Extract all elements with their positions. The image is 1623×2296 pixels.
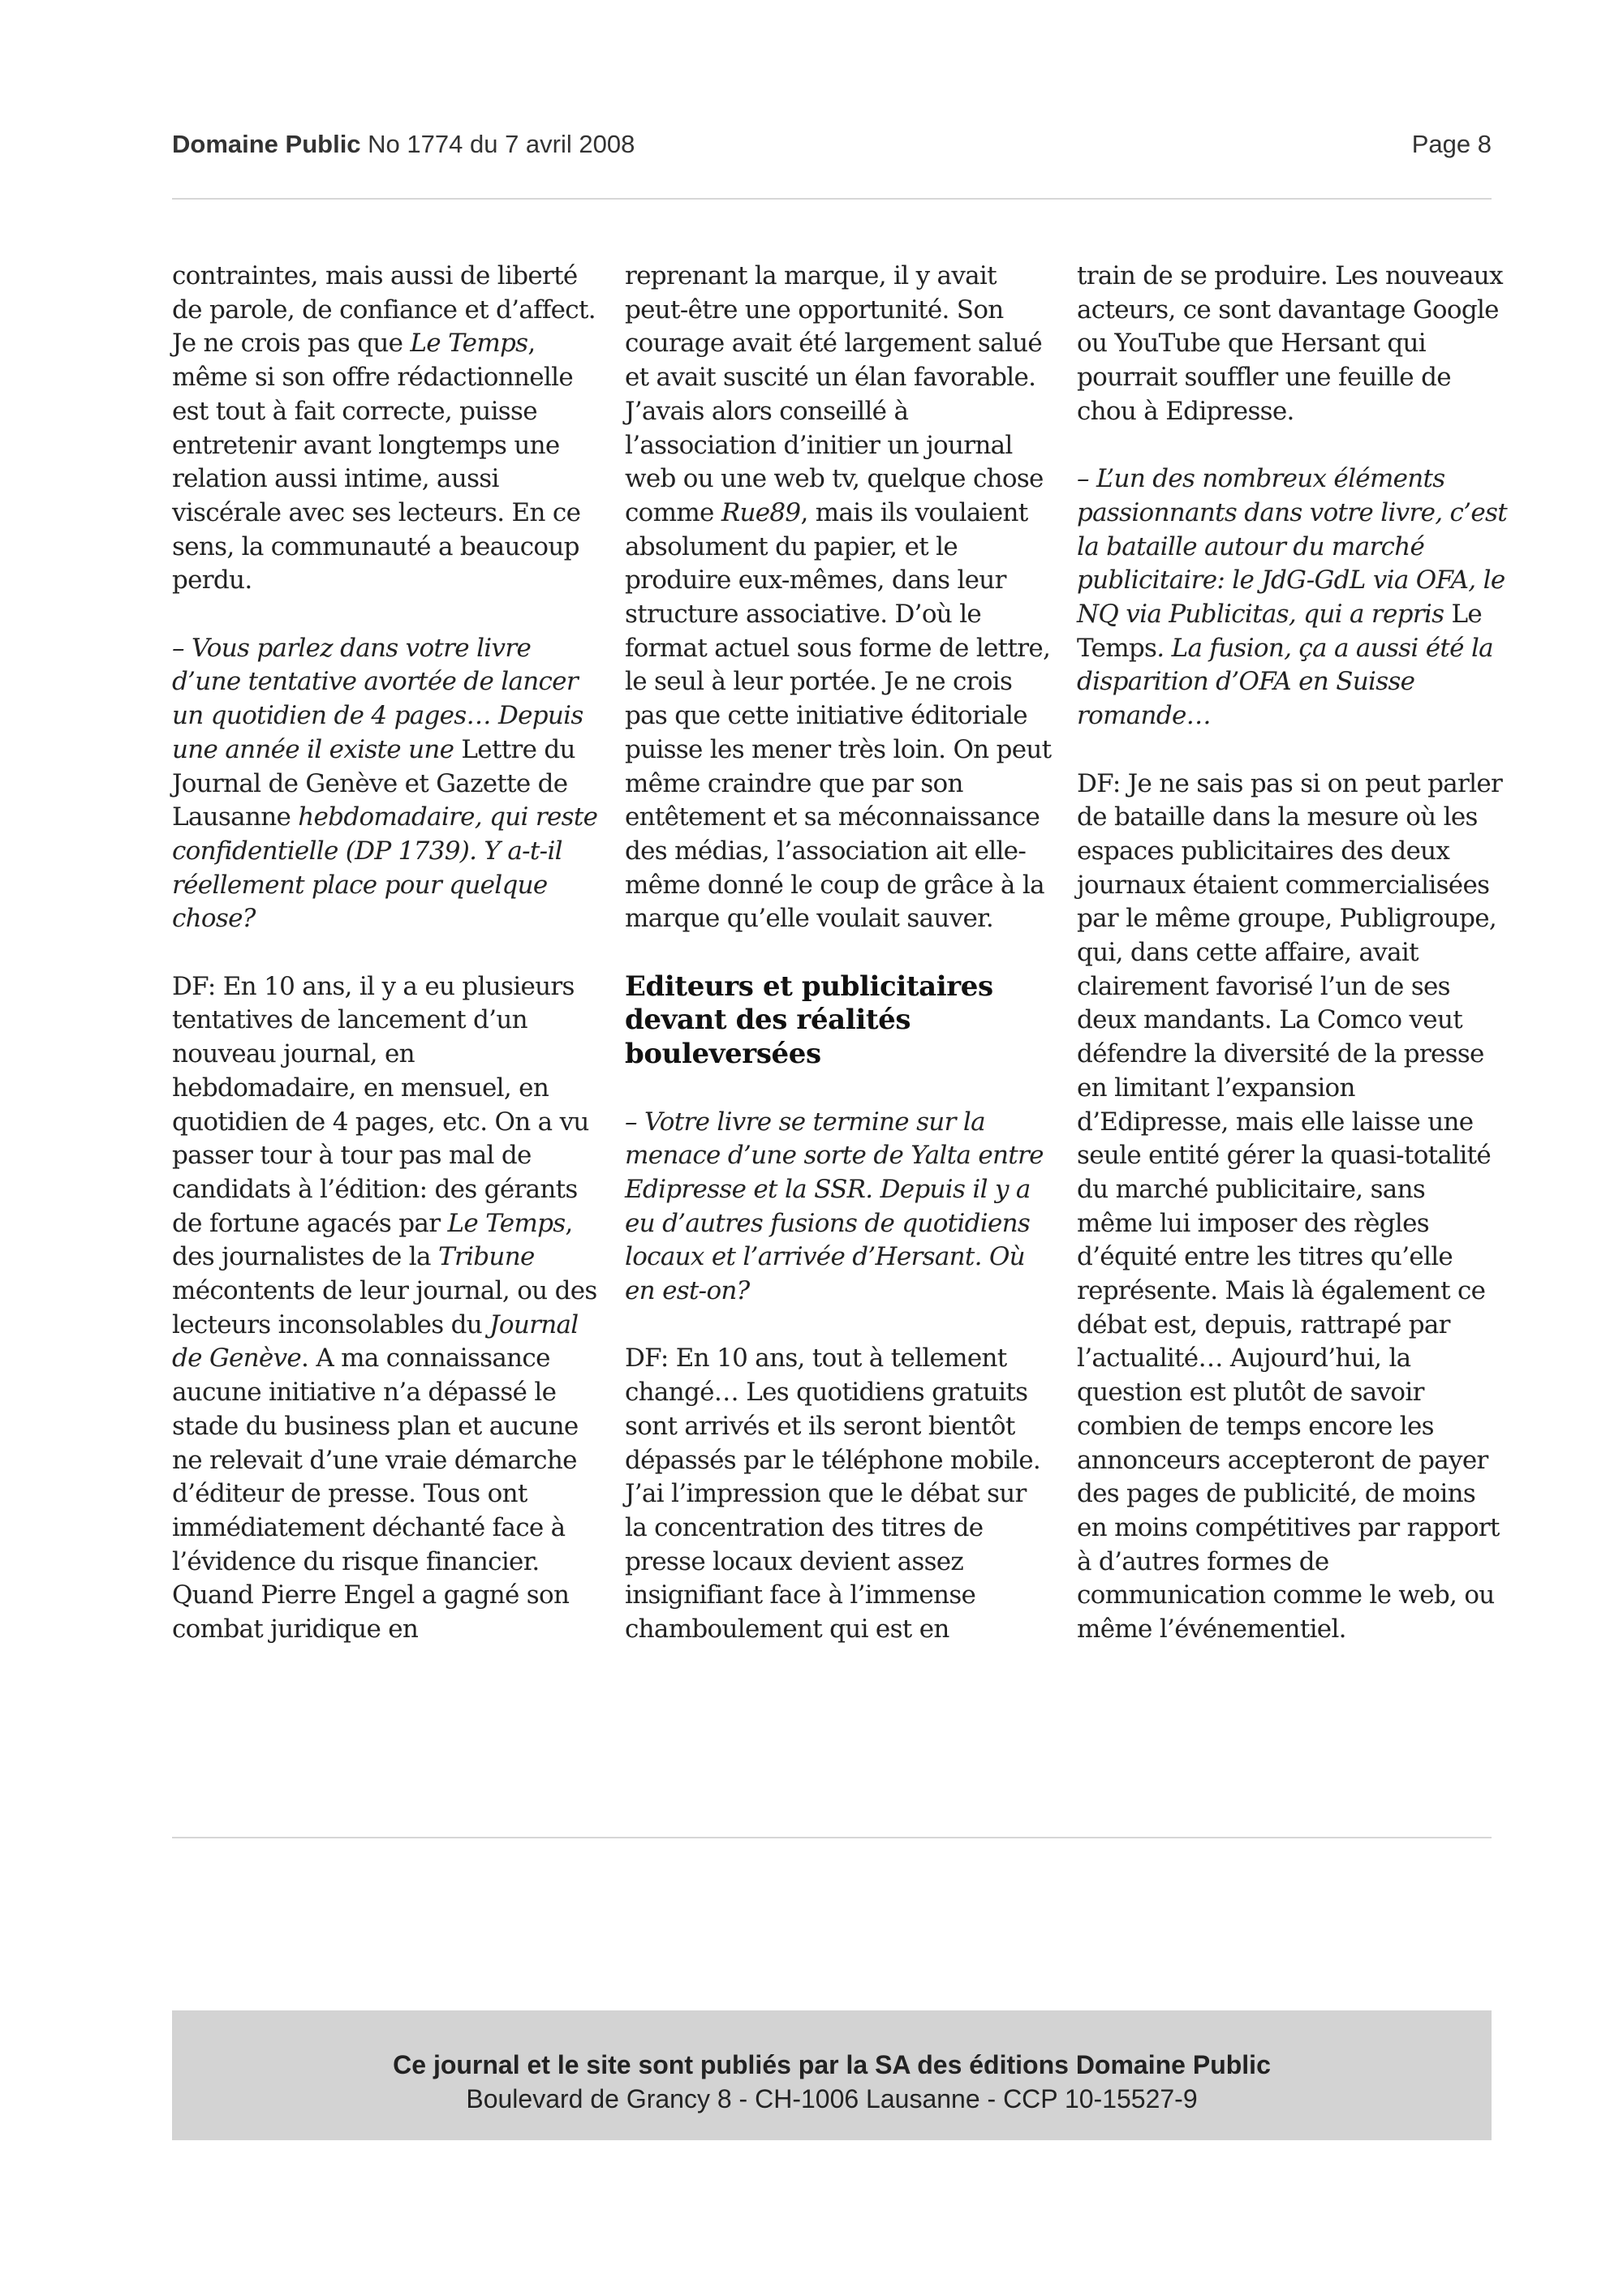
paragraph bbox=[172, 632, 602, 936]
text-run: train de se produire. Les nouveaux acteurs, ce sont davantage Google ou YouTube que Hersant qui pourrait souffler une feuille de chou à Edipresse. bbox=[1077, 261, 1503, 426]
italic-text-run: Le Temps bbox=[447, 1208, 566, 1238]
italic-text-run: Le Temps bbox=[410, 329, 528, 359]
text-run: DF: En 10 ans, il y a eu plusieurs tentatives de lancement d’un nouveau journal, en hebdomadaire, en mensuel, en quotidien de 4 pages, etc. On a vu passer tour à tour pas mal de candidats à l’édition: des gérants de fortune agacés par bbox=[172, 971, 589, 1238]
text-column-1 bbox=[172, 260, 602, 1647]
publisher-footer bbox=[172, 2010, 1492, 2140]
text-run: , mais ils voulaient absolument du papier, et le produire eux-mêmes, dans leur structure associative. D’où le format actuel sous forme de lettre, le seul à leur portée. Je ne crois pas que cette initiative éditoriale puisse les mener très loin. On peut même craindre que par son entêtement et sa méconnaissance des médias, l’association ait elle-même donné le coup de grâce à la marque qu’elle voulait sauver. bbox=[625, 497, 1052, 934]
text-run: mécontents de leur journal, ou des lecteurs inconsolables du bbox=[172, 1276, 597, 1339]
italic-text-run: Rue89 bbox=[721, 497, 801, 527]
text-run: Le Temps bbox=[1077, 600, 1483, 663]
body-divider bbox=[172, 1837, 1492, 1838]
italic-text-run: – Vous parlez dans votre livre d’une tentative avortée de lancer un quotidien de 4 pages… Depuis une année il existe une bbox=[172, 633, 583, 764]
italic-text-run: – Votre livre se termine sur la menace d’une sorte de Yalta entre Edipresse et la SSR. Depuis il y a eu d’autres fusions de quotidiens locaux et l’arrivée d’Hersant. Où en est-on? bbox=[625, 1107, 1044, 1306]
publication-name: Domaine Public bbox=[172, 130, 361, 158]
text-run: . A ma connaissance aucune initiative n’a dépassé le stade du business plan et aucune ne relevait d’une vraie démarche d’éditeur de presse. Tous ont immédiatement déchanté face à l’évidence du risque financier. Quand Pierre Engel a gagné son combat juridique en bbox=[172, 1344, 579, 1645]
italic-text-run: hebdomadaire, qui reste confidentielle (DP 1739). Y a-t-il réellement place pour quelque chose? bbox=[172, 802, 598, 934]
paragraph bbox=[625, 1342, 1055, 1646]
text-run: Editeurs et publicitaires devant des réalités bouleversées bbox=[625, 970, 993, 1071]
italic-text-run: Tribune bbox=[437, 1242, 535, 1272]
paragraph bbox=[625, 260, 1055, 936]
text-run: reprenant la marque, il y avait peut-être une opportunité. Son courage avait été largement salué et avait suscité un élan favorable. J’avais alors conseillé à l’association d’initier un journal web ou une web tv, quelque chose comme bbox=[625, 261, 1044, 527]
paragraph bbox=[1077, 462, 1507, 733]
text-run: contraintes, mais aussi de liberté de parole, de confiance et d’affect. Je ne crois pas que bbox=[172, 261, 596, 359]
text-run: DF: Je ne sais pas si on peut parler de bataille dans la mesure où les espaces publicitaires des deux journaux étaient commercialisées par le même groupe, Publigroupe, qui, dans cette affaire, avait clairement favorisé l’un de ses deux mandants. La Comco veut défendre la diversité de la presse en limitant l’expansion d’Edipresse, mais elle laisse une seule entité gérer la quasi-totalité du marché publicitaire, sans même lui imposer des règles d’équité entre les titres qu’elle représente. Mais là également ce débat est, depuis, rattrapé par l’actualité… Aujourd’hui, la question est plutôt de savoir combien de temps encore les annonceurs accepteront de payer des pages de publicité, de moins en moins compétitives par rapport à d’autres formes de communication comme le web, ou même l’événementiel. bbox=[1077, 768, 1503, 1645]
paragraph bbox=[172, 970, 602, 1647]
paragraph bbox=[1077, 260, 1507, 429]
italic-text-run: Journal de Genève bbox=[172, 1309, 579, 1374]
paragraph bbox=[1077, 767, 1507, 1647]
text-column-3 bbox=[1077, 260, 1507, 1647]
paragraph bbox=[625, 1106, 1055, 1309]
paragraph bbox=[172, 260, 602, 598]
text-run: Lettre du Journal de Genève et Gazette de Lausanne bbox=[172, 734, 575, 832]
text-run: , même si son offre rédactionnelle est tout à fait correcte, puisse entretenir avant longtemps une relation aussi intime, aussi viscérale avec ses lecteurs. En ce sens, la communauté a beaucoup perdu. bbox=[172, 329, 581, 595]
page-header bbox=[172, 130, 1492, 170]
text-column-2 bbox=[625, 260, 1055, 1647]
italic-text-run: . La fusion, ça a aussi été la disparition d’OFA en Suisse romande… bbox=[1077, 633, 1493, 731]
page-number: Page 8 bbox=[1411, 130, 1492, 158]
italic-text-run: – L’un des nombreux éléments passionnants dans votre livre, c’est la bataille autour du marché publicitaire: le JdG-GdL via OFA, le NQ via Publicitas, qui a repris bbox=[1077, 464, 1507, 630]
address-line: Boulevard de Grancy 8 - CH-1006 Lausanne - CCP 10-15527-9 bbox=[466, 2084, 1198, 2113]
section-heading bbox=[625, 970, 1055, 1072]
text-run: , des journalistes de la bbox=[172, 1208, 573, 1272]
publisher-line: Ce journal et le site sont publiés par la SA des éditions Domaine Public bbox=[393, 2050, 1271, 2079]
header-divider bbox=[172, 198, 1492, 200]
text-run: DF: En 10 ans, tout à tellement changé… Les quotidiens gratuits sont arrivés et ils seront bientôt dépassés par le téléphone mobile. J’ai l’impression que le débat sur la concentration des titres de presse locaux devient assez insignifiant face à l’immense chamboulement qui est en bbox=[625, 1344, 1041, 1645]
issue-info: No 1774 du 7 avril 2008 bbox=[368, 130, 635, 158]
